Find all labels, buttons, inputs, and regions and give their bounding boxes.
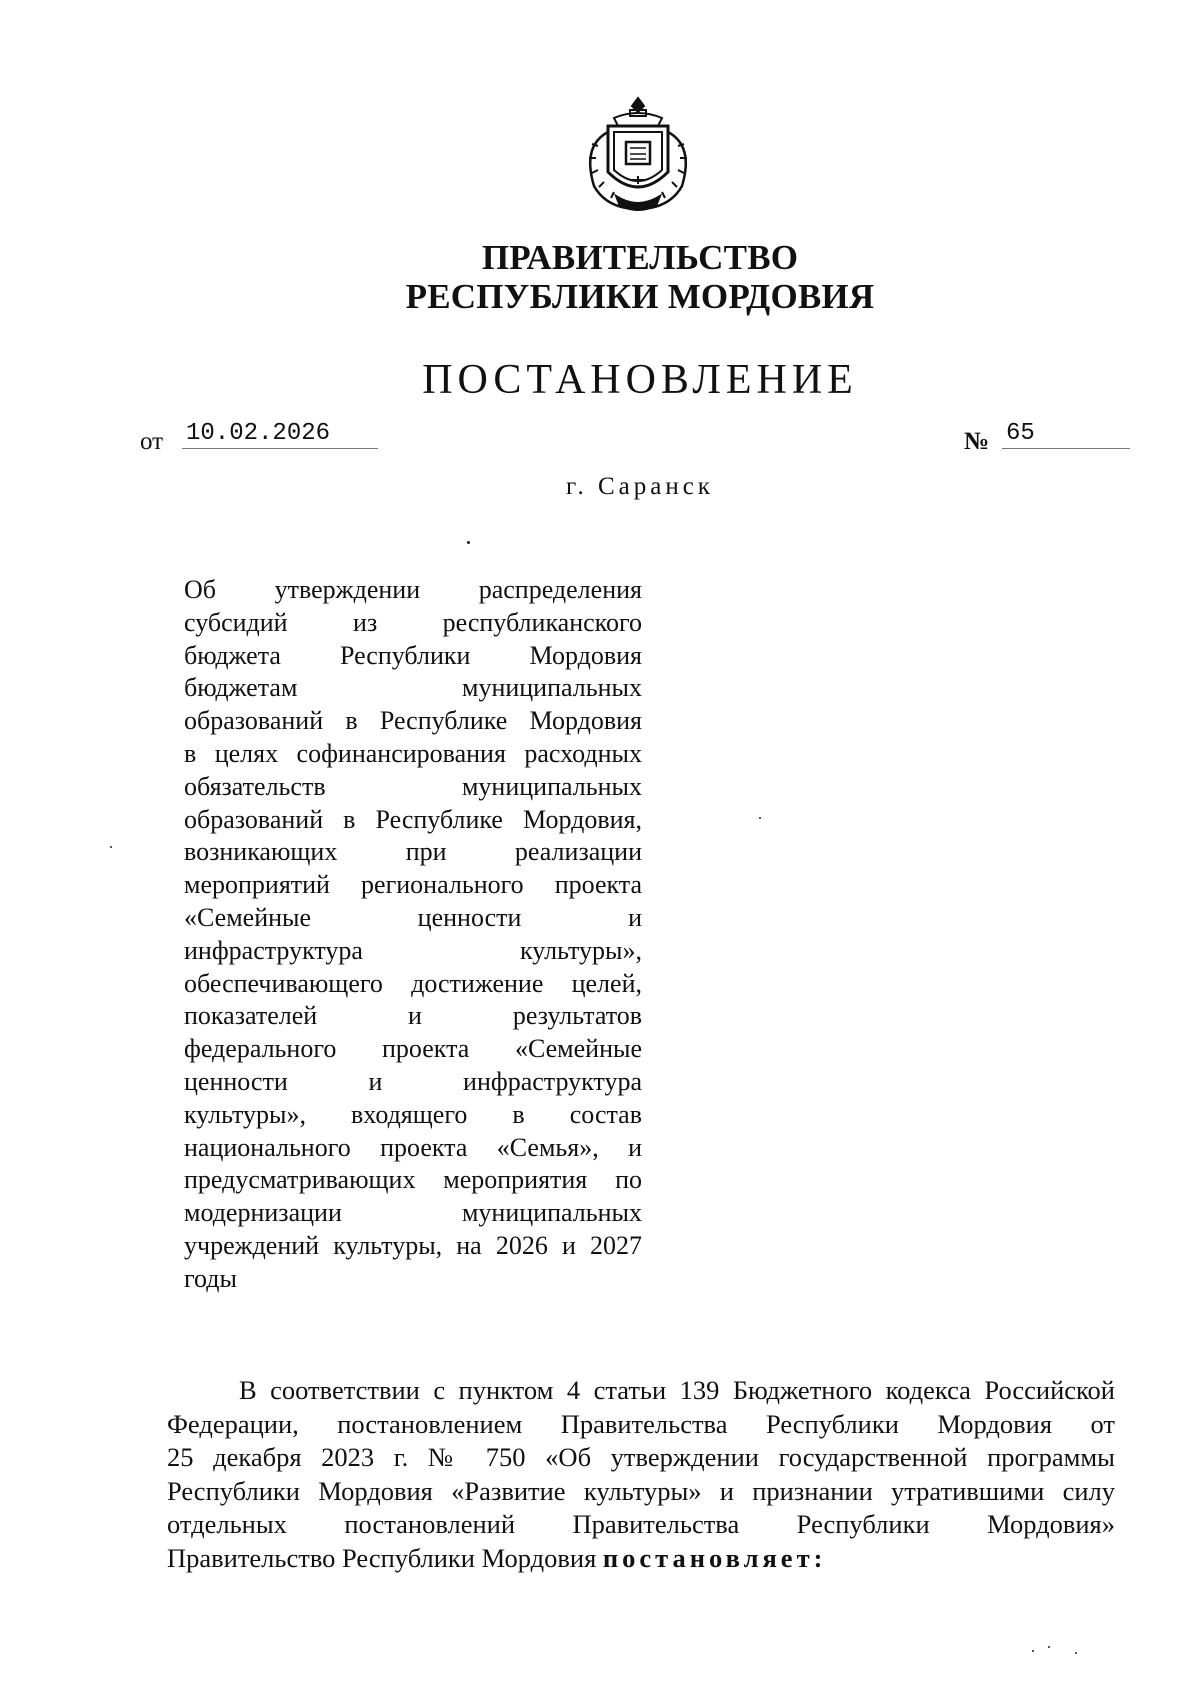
scan-speck [1032, 1650, 1034, 1652]
preamble-paragraph [167, 1374, 1115, 1576]
subject-line: в целях софинансирования расходных [184, 738, 642, 768]
number-label: № [964, 428, 990, 455]
scan-speck [1075, 1652, 1077, 1654]
subject-line: бюджетам муниципальных [184, 673, 642, 703]
document-type-title: ПОСТАНОВЛЕНИЕ [422, 357, 858, 403]
subject-line: модернизации муниципальных [184, 1198, 642, 1228]
preamble-line: отдельных постановлений Правительства Республики Мордовия» [167, 1509, 1115, 1540]
subject-line: мероприятий регионального проекта [184, 870, 642, 900]
subject-line: национального проекта «Семья», и [184, 1132, 642, 1162]
subject-line: предусматривающих мероприятия по [184, 1165, 642, 1195]
date-value: 10.02.2026 [182, 420, 378, 449]
subject-line: образований в Республике Мордовия, [184, 804, 642, 834]
government-title-line2: РЕСПУБЛИКИ МОРДОВИЯ [405, 277, 875, 316]
subject-line: образований в Республике Мордовия [184, 706, 642, 736]
preamble-line: В соответствии с пунктом 4 статьи 139 Бюджетного кодекса Российской [239, 1375, 1115, 1405]
scan-speck [110, 846, 112, 848]
subject-line: субсидий из республиканского [184, 607, 642, 637]
scan-speck [467, 541, 470, 544]
subject-line: возникающих при реализации [184, 837, 642, 867]
subject-line: обеспечивающего достижение целей, [184, 968, 642, 998]
subject-line: показателей и результатов [184, 1001, 642, 1031]
resolves-word: постановляет: [602, 1542, 827, 1573]
subject-line: годы [184, 1263, 237, 1293]
scan-speck [759, 817, 761, 819]
subject-line: учреждений культуры, на 2026 и 2027 [184, 1230, 642, 1260]
date-label: от [140, 428, 164, 455]
scan-speck [1048, 1646, 1050, 1648]
subject-line: обязательств муниципальных [184, 771, 642, 801]
preamble-line: 25 декабря 2023 г. № 750 «Об утверждении государственной программы [167, 1442, 1115, 1473]
subject-line: бюджета Республики Мордовия [184, 640, 642, 670]
subject-line: «Семейные ценности и [184, 902, 642, 932]
preamble-last-line [167, 1542, 1115, 1576]
preamble-line: Федерации, постановлением Правительства Республики Мордовия от [167, 1408, 1115, 1439]
subject-line: федерального проекта «Семейные [184, 1034, 642, 1064]
city-name: г. Саранск [566, 473, 714, 500]
subject-line: Об утверждении распределения [184, 575, 642, 604]
subject-block [184, 574, 642, 1296]
subject-line: культуры», входящего в состав [184, 1099, 642, 1129]
coat-of-arms-emblem [578, 96, 698, 214]
preamble-line: Республики Мордовия «Развитие культуры» и признании утратившими силу [167, 1475, 1115, 1506]
subject-line: ценности и инфраструктура [184, 1066, 642, 1096]
government-title-line1: ПРАВИТЕЛЬСТВО [481, 238, 799, 277]
subject-line: инфраструктура культуры», [184, 935, 642, 965]
preamble-subject: Правительство Республики Мордовия [167, 1542, 597, 1573]
number-value: 65 [1002, 420, 1130, 449]
